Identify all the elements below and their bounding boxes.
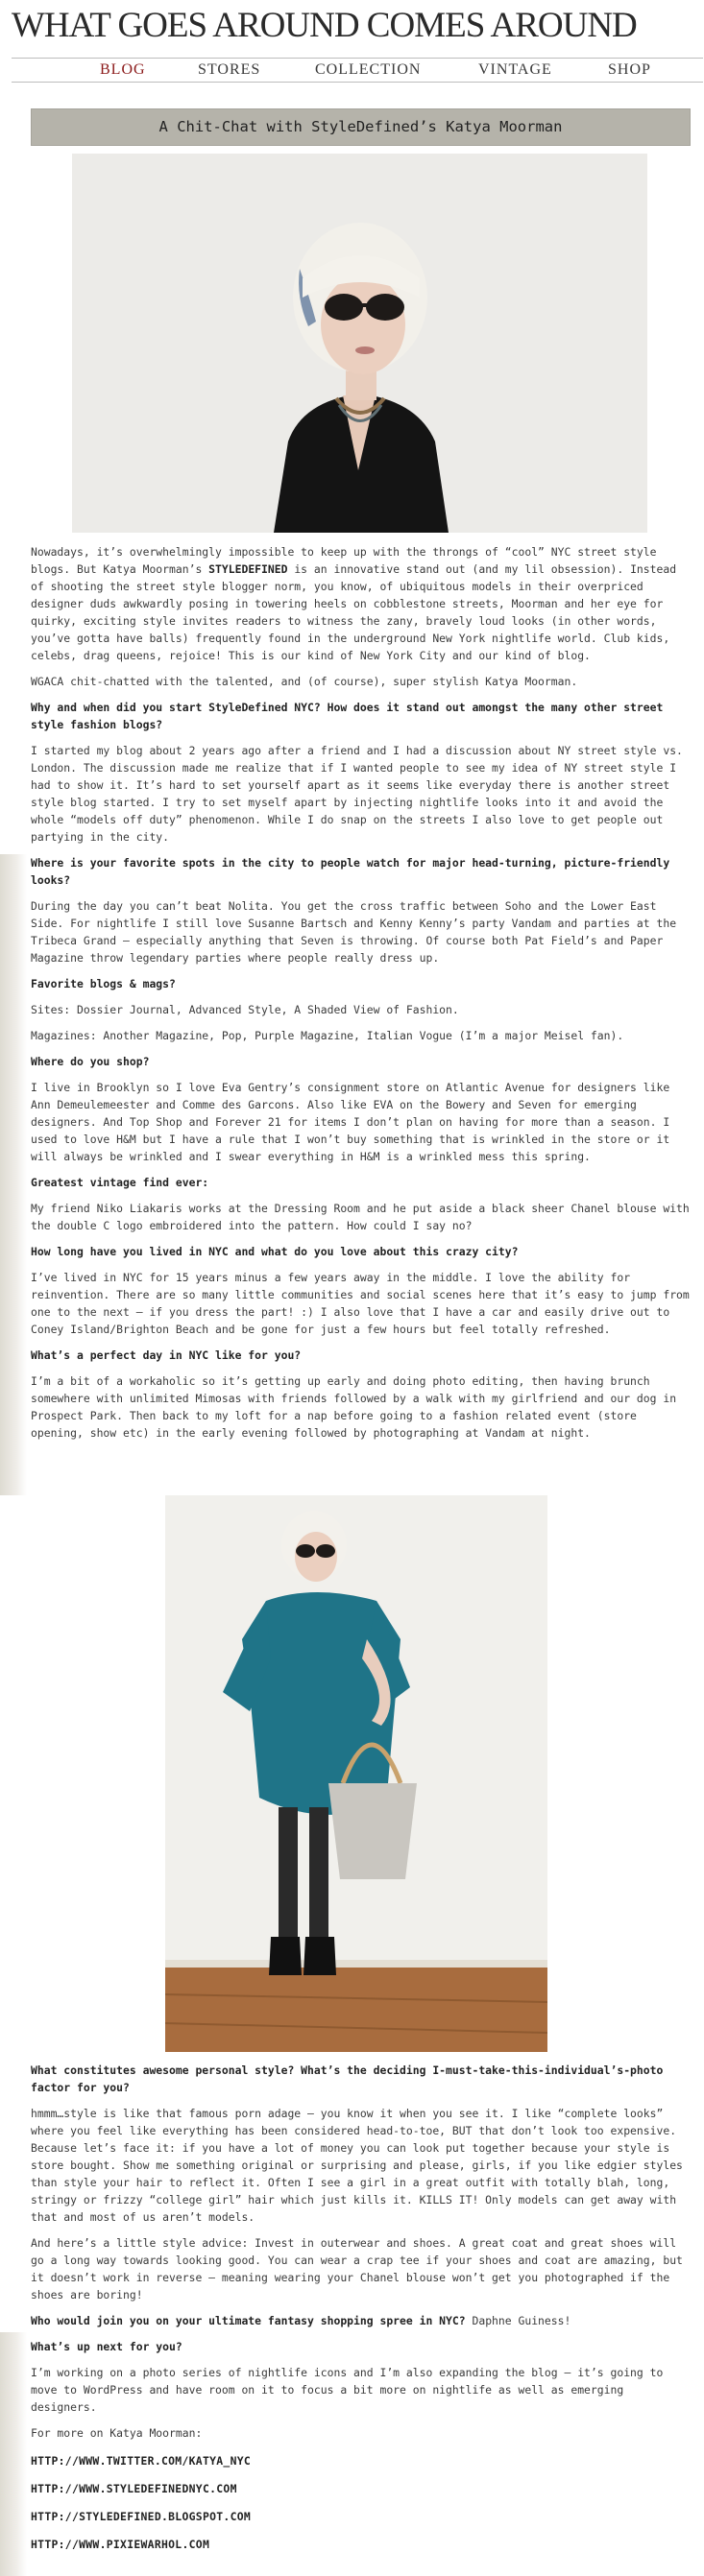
question-3: Favorite blogs & mags? (31, 977, 176, 990)
nav-item-shop[interactable]: SHOP (608, 61, 651, 78)
answer-3-magazines: Magazines: Another Magazine, Pop, Purple Magazine, Italian Vogue (I’m a major Meisel fan). (31, 1029, 624, 1042)
question-8: What constitutes awesome personal style? What’s the deciding I-must-take-this-individual’s-photo factor for you? (31, 2063, 664, 2094)
nav-divider-bottom (12, 82, 703, 83)
nav-item-vintage[interactable]: VINTAGE (478, 61, 552, 78)
answer-9: Daphne Guiness! (465, 2314, 571, 2327)
question-7: What’s a perfect day in NYC like for you? (31, 1348, 302, 1362)
question-10: What’s up next for you? (31, 2340, 182, 2353)
question-9: Who would join you on your ultimate fantasy shopping spree in NYC? (31, 2314, 466, 2327)
answer-10: I’m working on a photo series of nightlife icons and I’m also expanding the blog – it’s going to move to WordPress and have room on it to focus a bit more on nightlife as well as emerging designers. (31, 2366, 664, 2414)
link-twitter[interactable]: HTTP://WWW.TWITTER.COM/KATYA_NYC (31, 2454, 252, 2468)
question-4: Where do you shop? (31, 1055, 150, 1068)
site-logo[interactable]: WHAT GOES AROUND COMES AROUND (12, 6, 637, 45)
left-page-shadow-lower (0, 2332, 27, 2576)
full-outfit-photo (165, 1495, 547, 2052)
question-1: Why and when did you start StyleDefined NYC? How does it stand out amongst the many other street style fashion blogs? (31, 701, 664, 731)
answer-3-sites: Sites: Dossier Journal, Advanced Style, A Shaded View of Fashion. (31, 1003, 459, 1016)
answer-7: I’m a bit of a workaholic so it’s getting up early and doing photo editing, then having brunch somewhere with unlimited Mimosas with friends followed by a walk with my girlfriend and our dog in Prospect Park. Then back to my loft for a nap before going to a fashion related event (store opening, show etc) in the early evening followed by photographing at Vandam at night. (31, 1374, 677, 1440)
link-blogspot[interactable]: HTTP://STYLEDEFINED.BLOGSPOT.COM (31, 2510, 252, 2523)
outfit-illustration (165, 1495, 547, 2052)
article-body-part-1 (31, 543, 693, 1442)
answer-4: I live in Brooklyn so I love Eva Gentry’s consignment store on Atlantic Avenue for designers like Ann Demeulemeester and Comme des Garcons. Also like EVA on the Bowery and Seven for emerging designers. And Top Shop and Forever 21 for items I don’t plan on having for more than a season. I used to love H&M but I have a rule that I won’t buy something that is wrinkled in the store or it will always be wrinkled and I swear everything in H&M is a wrinkled mess this spring. (31, 1081, 670, 1163)
question-answer-9 (31, 2312, 693, 2329)
link-styledefinednyc[interactable]: HTTP://WWW.STYLEDEFINEDNYC.COM (31, 2482, 237, 2495)
nav-item-blog[interactable]: BLOG (100, 61, 146, 78)
answer-8-advice: And here’s a little style advice: Invest in outerwear and shoes. A great coat and great shoes will go a long way towards looking good. You can wear a crap tee if your shoes and coat are amazing, but it doesn’t work in reverse – meaning wearing your Chanel blouse won’t get you photographed if the shoes are boring! (31, 2236, 683, 2302)
answer-2: During the day you can’t beat Nolita. You get the cross traffic between Soho and the Lower East Side. For nightlife I still love Susanne Bartsch and Kenny Kenny’s party Vandam and parties at the Tribeca Grand – especially anything that Seven is throwing. Of course both Pat Field’s and Paper Magazine throw legendary parties where people really dress up. (31, 899, 677, 965)
intro-paragraph: Nowadays, it’s overwhelmingly impossible to keep up with the throngs of “cool” NYC street style blogs. But Katya Moorman’s STYLEDEFINED is an innovative stand out (and my lil obsession). Instead of shooting the street style blogger norm, you know, of ubiquitous models in their overpriced designer duds awkwardly posing in towering heels on cobblestone streets, Moorman and her eye for quirky, exciting style invites readers to witness the zany, bravely loud looks (in other words, you’ve gotta have balls) frequently found in the underground New York nightlife world. Club kids, celebs, drag queens, rejoice! This is our kind of New York City and our kind of blog. (31, 545, 677, 662)
nav-item-collection[interactable]: COLLECTION (315, 61, 422, 78)
main-nav (12, 59, 703, 82)
answer-8: hmmm…style is like that famous porn adage – you know it when you see it. I like “complete looks” where you feel like everything has been considered head-to-toe, BUT that don’t look too expensive. Because let’s face it: if you have a lot of money you can look put together because your style is store bought. Show me something original or surprising and please, girls, if you like edgier styles than style your hair to reflect it. Often I see a girl in a great outfit with totally blah, long, stringy or frizzy “college girl” hair which just kills it. KILLS IT! Only models can get away with that and most of us aren’t models. (31, 2107, 683, 2224)
link-pixiewarhol[interactable]: HTTP://WWW.PIXIEWARHOL.COM (31, 2538, 210, 2551)
portrait-photo (72, 154, 647, 533)
styledefined-link[interactable]: STYLEDEFINED (208, 562, 288, 576)
question-2: Where is your favorite spots in the city to people watch for major head-turning, picture-friendly looks? (31, 856, 670, 887)
question-6: How long have you lived in NYC and what do you love about this crazy city? (31, 1245, 519, 1258)
question-5: Greatest vintage find ever: (31, 1176, 209, 1189)
answer-5: My friend Niko Liakaris works at the Dressing Room and he put aside a black sheer Chanel blouse with the double C logo embroidered into the pattern. How could I say no? (31, 1202, 690, 1232)
left-page-shadow (0, 854, 27, 1495)
article-body-part-2 (31, 2062, 693, 2553)
more-info-label: For more on Katya Moorman: (31, 2426, 203, 2440)
answer-6: I’ve lived in NYC for 15 years minus a few years away in the middle. I love the ability for reinvention. There are so many little communities and social scenes here that it’s easy to jump from one to the next – if you dress the part! :) I also love that I have a car and easily drive out to Coney Island/Brighton Beach and be gone for just a few hours but feel totally refreshed. (31, 1271, 690, 1336)
answer-1: I started my blog about 2 years ago after a friend and I had a discussion about NY street style vs. London. The discussion made me realize that if I wanted people to see my idea of NY street style I had to show it. It’s hard to set yourself apart as it seems like everyday there is another street style blog started. I try to set myself apart by injecting nightlife looks into it and avoid the whole “models off duty” phenomenon. While I do snap on the streets I also love to get people out partying in the city. (31, 744, 683, 844)
intro-paragraph-2: WGACA chit-chatted with the talented, and (of course), super stylish Katya Moorman. (31, 675, 578, 688)
portrait-illustration (72, 154, 647, 533)
post-title: A Chit-Chat with StyleDefined’s Katya Moorman (31, 108, 691, 146)
nav-item-stores[interactable]: STORES (198, 61, 261, 78)
